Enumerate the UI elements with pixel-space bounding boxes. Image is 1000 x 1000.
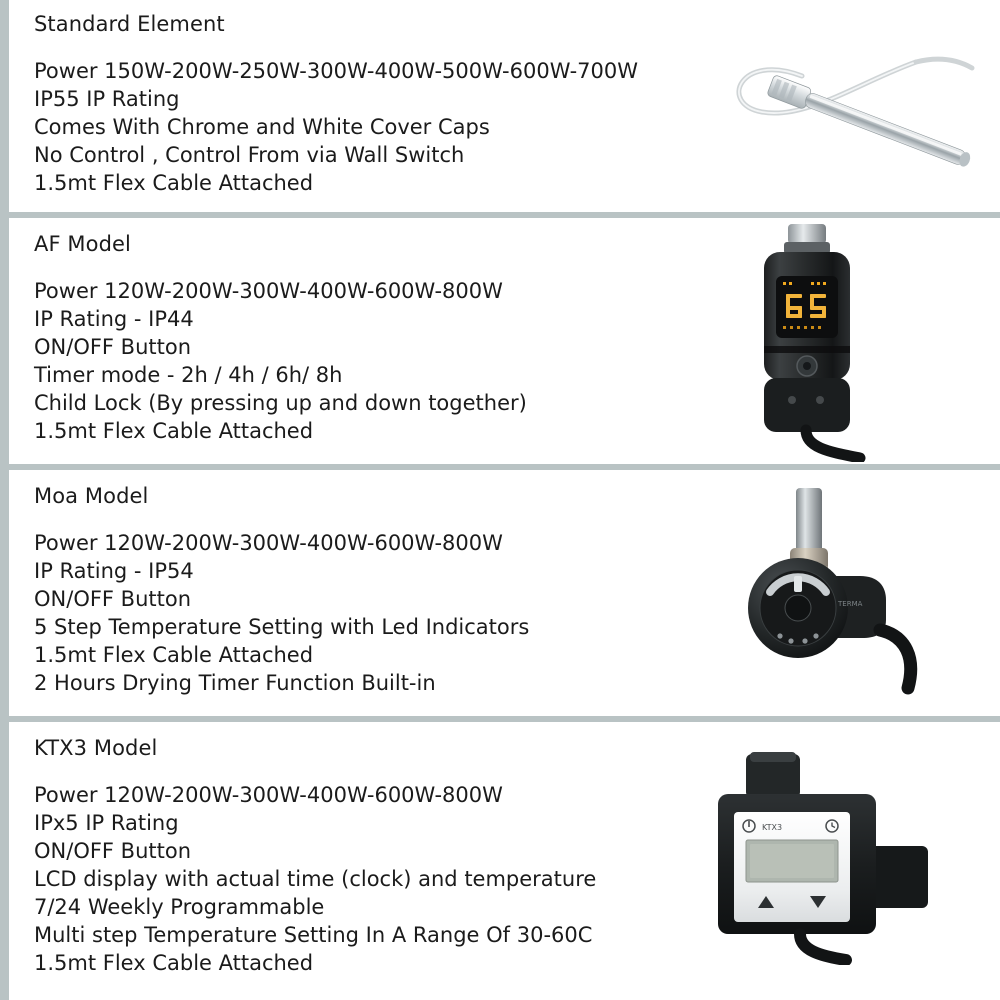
spec-item: 1.5mt Flex Cable Attached [34, 419, 314, 443]
spec-item: Timer mode - 2h / 4h / 6h/ 8h [34, 363, 343, 387]
section-ktx3-model [0, 722, 1000, 994]
section-title: Moa Model [34, 484, 149, 508]
section-title: KTX3 Model [34, 736, 158, 760]
section-moa-model [0, 470, 1000, 716]
spec-item: 7/24 Weekly Programmable [34, 895, 325, 919]
spec-item: 2 Hours Drying Timer Function Built-in [34, 671, 436, 695]
section-standard-element [0, 0, 1000, 212]
spec-item: Power 150W-200W-250W-300W-400W-500W-600W-700W [34, 59, 639, 83]
svg-text:KTX3: KTX3 [762, 823, 783, 832]
spec-item: 1.5mt Flex Cable Attached [34, 951, 314, 975]
spec-item: 1.5mt Flex Cable Attached [34, 171, 314, 195]
spec-item: 1.5mt Flex Cable Attached [34, 643, 314, 667]
spec-item: LCD display with actual time (clock) and temperature [34, 867, 597, 891]
section-af-model [0, 218, 1000, 464]
spec-item: Comes With Chrome and White Cover Caps [34, 115, 490, 139]
svg-text:TERMA: TERMA [838, 600, 863, 608]
heating-element-photo [710, 46, 990, 206]
spec-item: IPx5 IP Rating [34, 811, 179, 835]
ktx3-controller-photo [660, 750, 960, 965]
spec-item: Power 120W-200W-300W-400W-600W-800W [34, 783, 503, 807]
spec-item: No Control , Control From via Wall Switch [34, 143, 465, 167]
spec-item: IP Rating - IP44 [34, 307, 194, 331]
spec-item: IP55 IP Rating [34, 87, 180, 111]
spec-item: Power 120W-200W-300W-400W-600W-800W [34, 531, 503, 555]
section-title: Standard Element [34, 12, 225, 36]
spec-item: IP Rating - IP54 [34, 559, 194, 583]
moa-controller-photo [710, 480, 940, 710]
spec-item: Power 120W-200W-300W-400W-600W-800W [34, 279, 503, 303]
spec-item: Child Lock (By pressing up and down together) [34, 391, 527, 415]
spec-item: 5 Step Temperature Setting with Led Indicators [34, 615, 530, 639]
spec-item: Multi step Temperature Setting In A Range Of 30-60C [34, 923, 593, 947]
spec-item: ON/OFF Button [34, 335, 192, 359]
spec-item: ON/OFF Button [34, 839, 192, 863]
af-controller-photo [710, 220, 910, 462]
section-title: AF Model [34, 232, 131, 256]
spec-item: ON/OFF Button [34, 587, 192, 611]
